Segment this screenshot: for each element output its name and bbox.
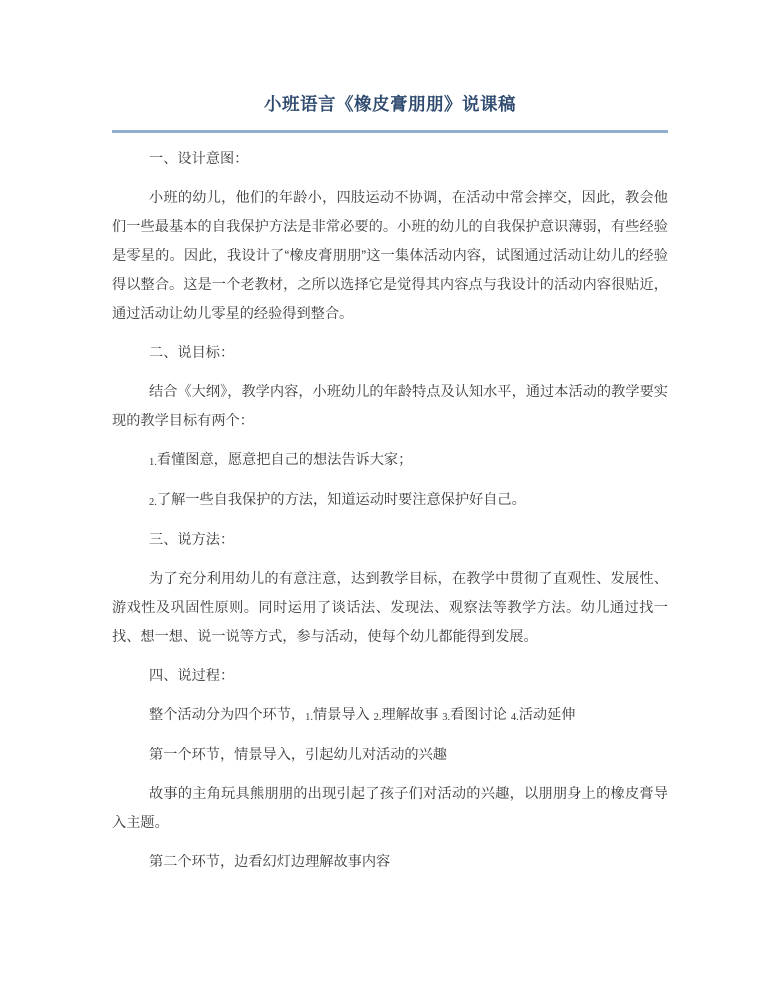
body-2 [112, 184, 668, 329]
text-segment: 看图讨论 [450, 707, 511, 723]
list-number: 2. [149, 497, 157, 508]
text-segment: 第二个环节，边看幻灯边理解故事内容 [149, 854, 391, 870]
text-segment: 故事的主角玩具熊朋朋的出现引起了孩子们对活动的兴趣，以朋朋身上的橡皮膏导入主题。 [112, 786, 668, 831]
body-12 [112, 780, 668, 838]
body-4 [112, 378, 668, 436]
body-8 [112, 565, 668, 652]
text-segment: 结合《大纲》，教学内容，小班幼儿的年龄特点及认知水平，通过本活动的教学要实现的教学目标有两个： [112, 384, 668, 429]
text-segment: 了解一些自我保护的方法，知道运动时要注意保护好自己。 [156, 492, 526, 508]
list-number: 1. [149, 457, 157, 468]
list-number: 3. [442, 712, 451, 723]
text-segment: 看懂图意，愿意把自己的想法告诉大家； [156, 452, 413, 468]
text-segment: 二、说目标： [149, 345, 235, 361]
heading-1 [112, 145, 668, 174]
text-segment: 活动延伸 [518, 707, 576, 723]
text-segment: 理解故事 [381, 707, 443, 723]
body-10 [112, 701, 668, 731]
text-segment: 第一个环节，情景导入，引起幼儿对活动的兴趣 [149, 747, 447, 763]
heading-3 [112, 339, 668, 368]
text-segment: 四、说过程： [149, 668, 235, 684]
list-number: 2. [373, 712, 382, 723]
text-segment: 情景导入 [312, 707, 374, 723]
document-body [112, 145, 668, 877]
document-title: 小班语言《橡皮膏朋朋》说课稿 [112, 90, 668, 133]
heading-7 [112, 526, 668, 555]
list-number: 1. [305, 712, 313, 723]
body-11 [112, 741, 668, 770]
list-number: 4. [510, 712, 519, 723]
text-segment: 整个活动分为四个环节， [149, 707, 306, 723]
list-item-6 [112, 486, 668, 516]
text-segment: 为了充分利用幼儿的有意注意，达到教学目标，在教学中贯彻了直观性、发展性、游戏性及巩固性原则。同时运用了谈话法、发现法、观察法等教学方法。幼儿通过找一找、想一想、说一说等方式，参与活动，使每个幼儿都能得到发展。 [112, 571, 668, 645]
text-segment: 小班的幼儿，他们的年龄小，四肢运动不协调，在活动中常会摔交，因此，教会他们一些最基本的自我保护方法是非常必要的。小班的幼儿的自我保护意识薄弱，有些经验是零星的。因此，我设计了“橡皮膏朋朋”这一集体活动内容，试图通过活动让幼儿的经验得以整合。这是一个老教材，之所以选择它是觉得其内容点与我设计的活动内容很贴近，通过活动让幼儿零星的经验得到整合。 [112, 190, 668, 322]
text-segment: 三、说方法： [149, 532, 235, 548]
body-13 [112, 848, 668, 877]
text-segment: 一、设计意图： [149, 151, 249, 167]
heading-9 [112, 662, 668, 691]
list-item-5 [112, 446, 668, 476]
